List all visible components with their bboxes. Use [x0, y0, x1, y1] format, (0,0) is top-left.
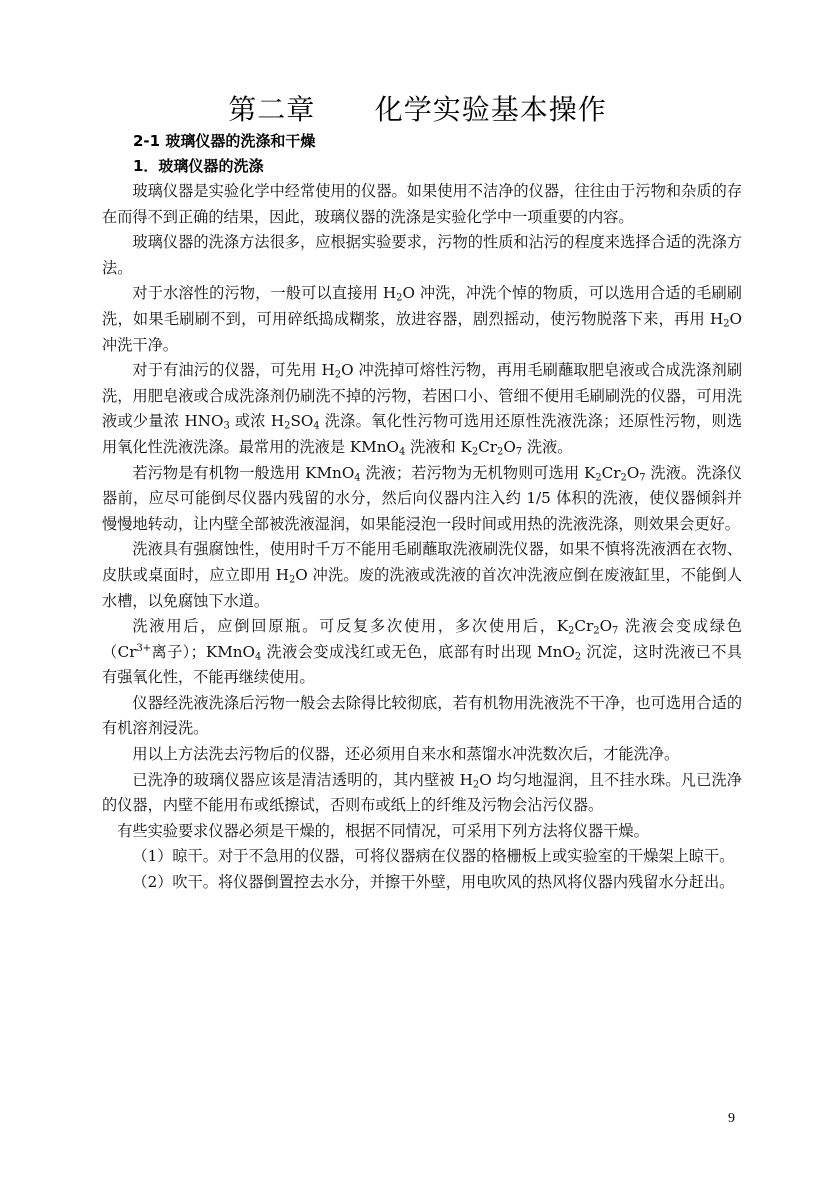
text-run: 沉淀，这时洗液已不具有强氧化性，不能再继续使用。	[102, 642, 742, 687]
text-run: 洗液具有强腐蚀性，使用时千万不能用毛刷蘸取洗液刷洗仪器，如果不慎将洗液洒在衣物、皮肤或桌面时，应立即用 H	[102, 540, 742, 584]
subscript: 4	[255, 651, 262, 663]
text-run: 洗液会变成浅红或无色，底部有时出现 MnO	[261, 642, 575, 661]
paragraph-8: 仪器经洗液洗涤后污物一般会去除得比较彻底，若有机物用洗液洗不干净，也可选用合适的有机溶剂浸洗。	[102, 693, 742, 738]
subsection-heading: 1．玻璃仪器的洗涤	[133, 157, 264, 175]
text-run: 洗液；若污物为无机物则可选用 K	[360, 463, 596, 482]
subscript: 2	[288, 574, 296, 586]
text-run: O 冲洗，冲洗个悼的物质，可以选用合适的毛刷刷洗，如果毛刷刷不到，可用碎纸捣成糊浆，放进容器，剧烈摇动，使污物脱落下来，再用 H	[102, 284, 742, 328]
subscript: 2	[471, 446, 479, 458]
paragraph-9: 用以上方法洗去污物后的仪器，还必须用自来水和蒸馏水冲洗数次后，才能洗净。	[132, 745, 680, 764]
text-run: 对于有油污的仪器，可先用 H	[132, 361, 335, 380]
text-run: 对于水溶性的污物，一般可以直接用 H	[132, 284, 397, 303]
page-number: 9	[728, 1111, 735, 1126]
body-text	[102, 179, 742, 896]
section-heading: 2-1 玻璃仪器的洗涤和干燥	[133, 132, 316, 150]
subscript: 7	[612, 625, 619, 637]
text-run: 洗液用后，应倒回原瓶。可反复多次使用，多次使用后，K	[132, 617, 569, 636]
text-run: 洗液。洗涤仪器前，应尽可能倒尽仪器内残留的水分，然后向仪器内注入约 1/5 体积的洗液，使仪器倾斜并慢慢地转动，让内壁全部被洗液湿润，如果能浸泡一段时间或用热的洗液洗涤，则效果会更好。	[102, 463, 742, 533]
text-run: 洗液会变成绿色（Cr	[102, 617, 742, 661]
paragraph-13: （2）吹干。将仪器倒置控去水分，并擦干外壁，用电吹风的热风将仪器内残留水分赶出。	[132, 873, 735, 892]
paragraph-10	[102, 768, 742, 819]
text-run: 已洗净的玻璃仪器应该是清洁透明的，其内壁被 H	[132, 770, 473, 789]
chapter-title: 第二章 化学实验基本操作	[228, 93, 607, 126]
paragraph-5	[102, 461, 742, 538]
subscript: 4	[313, 420, 320, 432]
paragraph-11: 有些实验要求仪器必须是干燥的，根据不同情况，可采用下列方法将仪器干燥。	[117, 821, 649, 840]
subscript: 2	[723, 318, 730, 330]
subscript: 2	[595, 472, 602, 483]
text-run: 若污物是有机物一般选用 KMnO	[132, 463, 355, 482]
paragraph-12: （1）晾干。对于不急用的仪器，可将仪器病在仪器的格栅板上或实验室的干燥架上晾干。	[132, 847, 735, 866]
text-run: Cr	[574, 617, 594, 636]
text-run: Cr	[601, 463, 621, 482]
paragraph-2: 玻璃仪器的洗涤方法很多，应根据实验要求，污物的性质和沾污的程度来选择合适的洗涤方法。	[102, 233, 742, 277]
text-run: 洗液。	[522, 437, 573, 456]
text-run: 洗涤。氧化性污物可选用还原性洗液洗涤；还原性污物，则选用氧化性洗液洗涤。最常用的洗液是 KMnO	[102, 412, 743, 456]
paragraph-3	[102, 281, 742, 358]
text-run: O 冲洗。废的洗液或洗液的首次冲洗液应倒在废液缸里，不能倒人水槽，以免腐蚀下水道。	[102, 565, 743, 610]
subscript: 2	[284, 420, 291, 432]
text-run: O	[503, 437, 516, 456]
superscript: 3+	[136, 642, 152, 654]
text-run: Cr	[478, 437, 498, 456]
paragraph-1: 玻璃仪器是实验化学中经常使用的仪器。如果使用不洁净的仪器，往往由于污物和杂质的存在而得不到正确的结果，因此，玻璃仪器的洗涤是实验化学中一项重要的内容。	[102, 182, 742, 226]
subscript: 2	[472, 779, 480, 791]
subscript: 2	[497, 446, 504, 458]
subscript: 7	[639, 472, 646, 483]
text-run: 或浓 H	[229, 412, 285, 431]
subscript: 2	[334, 369, 342, 381]
subscript: 2	[396, 292, 403, 304]
text-run: O	[626, 463, 640, 482]
subscript: 2	[568, 625, 575, 637]
subscript: 3	[223, 420, 230, 432]
subscript: 2	[593, 625, 600, 637]
text-run: O 冲洗干净。	[102, 309, 742, 354]
subscript: 4	[398, 446, 406, 458]
text-run: O	[599, 617, 613, 636]
subscript: 4	[354, 472, 361, 483]
paragraph-4	[102, 358, 742, 460]
subscript: 2	[574, 651, 582, 663]
subscript: 7	[515, 446, 523, 458]
paragraph-6	[102, 537, 742, 614]
subscript: 2	[620, 472, 627, 483]
text-run: O 均匀地湿润，且不挂水珠。凡已洗净的仪器，内壁不能用布或纸擦试，否则布或纸上的纤维及污物会沾污仪器。	[102, 770, 742, 815]
paragraph-7	[102, 614, 742, 691]
text-run: 离子）；KMnO	[151, 642, 255, 661]
text-run: 洗液和 K	[405, 437, 472, 456]
text-run: SO	[290, 412, 314, 431]
text-run: O 冲洗掉可熔性污物，再用毛刷蘸取肥皂液或合成洗涤剂刷洗，用肥皂液或合成洗涤剂仍刷洗不掉的污物，若困口小、管细不便用毛刷刷洗的仪器，可用洗液或少量浓 HNO	[102, 361, 743, 431]
